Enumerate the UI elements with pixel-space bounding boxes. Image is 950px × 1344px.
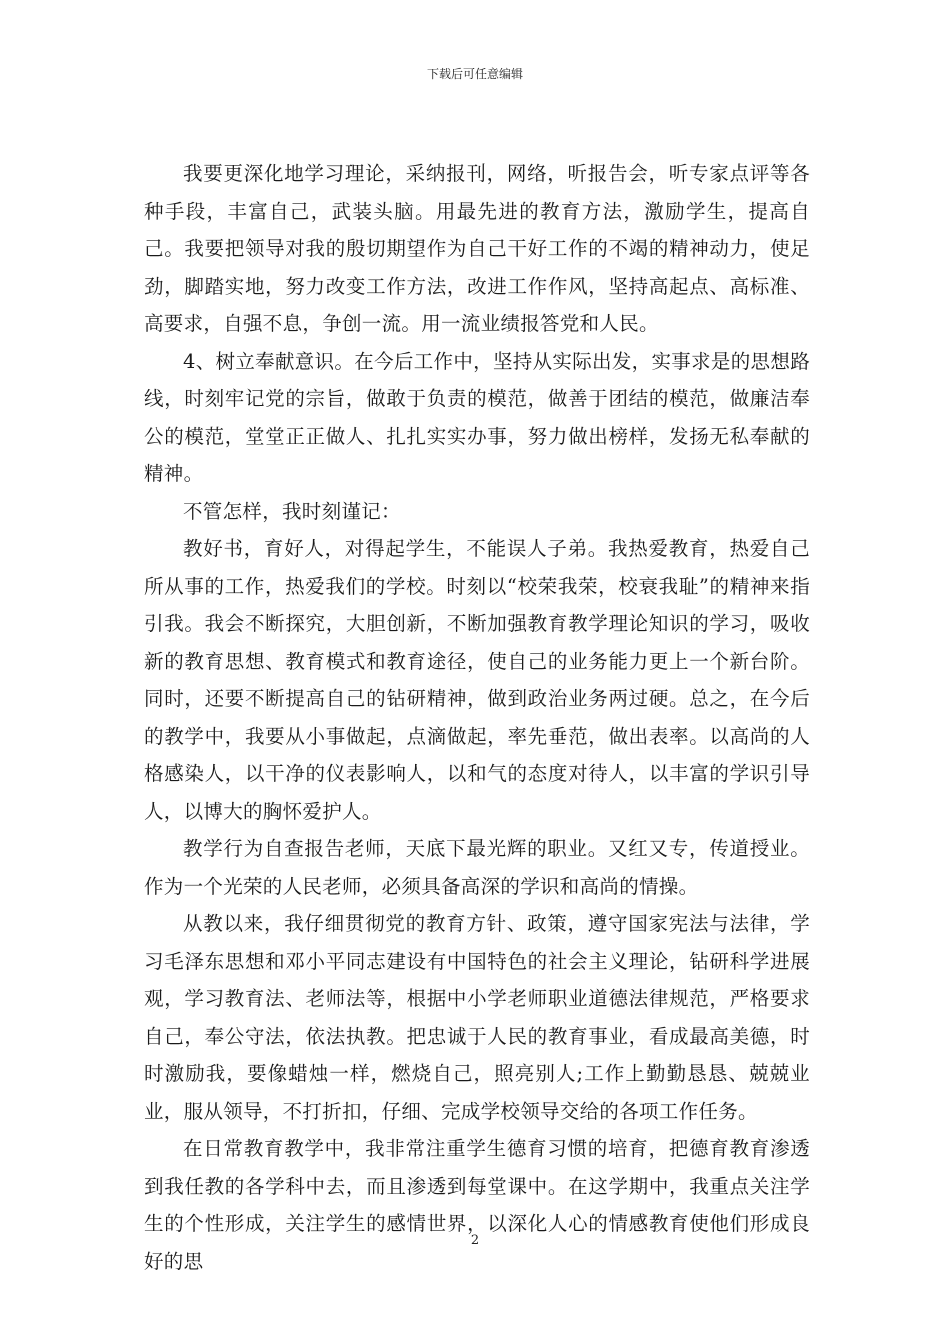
paragraph-keep-in-mind: 不管怎样，我时刻谨记： [183,499,401,523]
page-number: 2 [470,1233,480,1248]
paragraph-since-teaching: 从教以来，我仔细贯彻党的教育方针、政策，遵守国家宪法与法律，学习毛泽东思想和邓小平同志建设有中国特色的社会主义理论，钻研科学进展观，学习教育法、老师法等，根据中小学老师职业道德法律规范，严格要求自己，奉公守法，依法执教。把忠诚于人民的教育事业，看成最高美德，时时激励我，要像蜡烛一样，燃烧自己，照亮别人;工作上勤勤恳恳、兢兢业业，服从领导，不打折扣，仔细、完成学校领导交给的各项工作任务。 [144,912,810,1123]
page-header-note: 下载后可任意编辑 [426,67,523,81]
paragraph-teach-well: 教好书，育好人，对得起学生，不能误人子弟。我热爱教育，热爱自己所从事的工作，热爱我们的学校。时刻以“校荣我荣，校衰我耻”的精神来指引我。我会不断探究，大胆创新，不断加强教育教学理论知识的学习，吸收新的教育思想、教育模式和教育途径，使自己的业务能力更上一个新台阶。同时，还要不断提高自己的钻研精神，做到政治业务两过硬。总之，在今后的教学中，我要从小事做起，点滴做起，率先垂范，做出表率。以高尚的人格感染人，以干净的仪表影响人，以和气的态度对待人，以丰富的学识引导人，以博大的胸怀爱护人。 [144,537,810,823]
paragraph-study-theory: 我要更深化地学习理论，采纳报刊，网络，听报告会，听专家点评等各种手段，丰富自己，武装头脑。用最先进的教育方法，激励学生，提高自己。我要把领导对我的殷切期望作为自己干好工作的不竭的精神动力，使足劲，脚踏实地，努力改变工作方法，改进工作作风，坚持高起点、高标准、高要求，自强不息，争创一流。用一流业绩报答党和人民。 [144,162,810,335]
paragraph-moral-education: 在日常教育教学中，我非常注重学生德育习惯的培育，把德育教育渗透到我任教的各学科中去，而且渗透到每堂课中。在这学期中，我重点关注学生的个性形成，关注学生的感情世界，以深化人心的情感教育使他们形成良好的思 [144,1137,810,1273]
document-body [144,155,810,1280]
paragraph-dedication: 4、树立奉献意识。在今后工作中，坚持从实际出发，实事求是的思想路线，时刻牢记党的宗旨，做敢于负责的模范，做善于团结的模范，做廉洁奉公的模范，堂堂正正做人、扎扎实实办事，努力做出榜样，发扬无私奉献的精神。 [144,349,810,485]
paragraph-teacher-profession: 教学行为自查报告老师，天底下最光辉的职业。又红又专，传道授业。作为一个光荣的人民老师，必须具备高深的学识和高尚的情操。 [144,837,810,898]
